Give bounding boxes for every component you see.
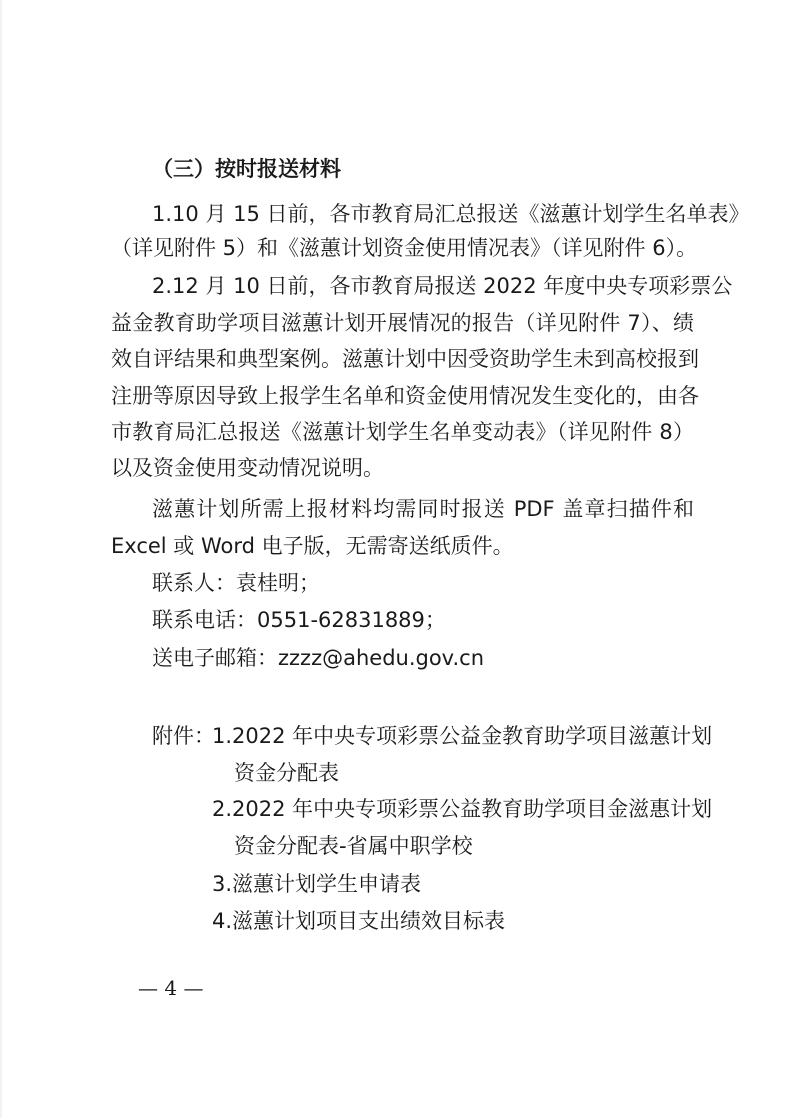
page-number: — 4 — [138, 976, 204, 1000]
paragraph-3-line-1: 滋蕙计划所需上报材料均需同时报送 PDF 盖章扫描件和 [152, 497, 694, 521]
contact-person: 联系人：袁桂明； [152, 571, 320, 595]
attachments-label: 附件： [152, 724, 215, 748]
attachment-2-line-1: 2.2022 年中央专项彩票公益教育助学项目金滋惠计划 [212, 797, 713, 821]
paragraph-2-line-4: 注册等原因导致上报学生名单和资金使用情况发生变化的，由各 [111, 384, 699, 408]
paragraph-2-line-2: 益金教育助学项目滋蕙计划开展情况的报告（详见附件 7）、绩 [111, 311, 694, 335]
attachment-1-line-2: 资金分配表 [234, 761, 339, 785]
scan-edge [0, 0, 2, 1118]
section-heading: （三）按时报送材料 [152, 157, 341, 181]
contact-email: 送电子邮箱：zzzz@ahedu.gov.cn [152, 646, 485, 670]
paragraph-2-line-1: 2.12 月 10 日前，各市教育局报送 2022 年度中央专项彩票公 [152, 274, 733, 298]
contact-phone: 联系电话：0551-62831889； [152, 608, 446, 632]
attachment-4: 4.滋蕙计划项目支出绩效目标表 [212, 909, 506, 933]
attachment-2-line-2: 资金分配表-省属中职学校 [234, 834, 473, 858]
paragraph-1-line-1: 1.10 月 15 日前，各市教育局汇总报送《滋蕙计划学生名单表》 [152, 202, 750, 226]
paragraph-3-line-2: Excel 或 Word 电子版，无需寄送纸质件。 [111, 534, 514, 558]
paragraph-2-line-5: 市教育局汇总报送《滋蕙计划学生名单变动表》（详见附件 8） [111, 420, 694, 444]
paragraph-1-line-2: （详见附件 5）和《滋蕙计划资金使用情况表》（详见附件 6）。 [111, 236, 698, 260]
paragraph-2-line-3: 效自评结果和典型案例。滋蕙计划中因受资助学生未到高校报到 [111, 347, 699, 371]
attachment-3: 3.滋蕙计划学生申请表 [212, 872, 422, 896]
paragraph-2-line-6: 以及资金使用变动情况说明。 [111, 456, 384, 480]
attachment-1-line-1: 1.2022 年中央专项彩票公益金教育助学项目滋蕙计划 [212, 724, 713, 748]
